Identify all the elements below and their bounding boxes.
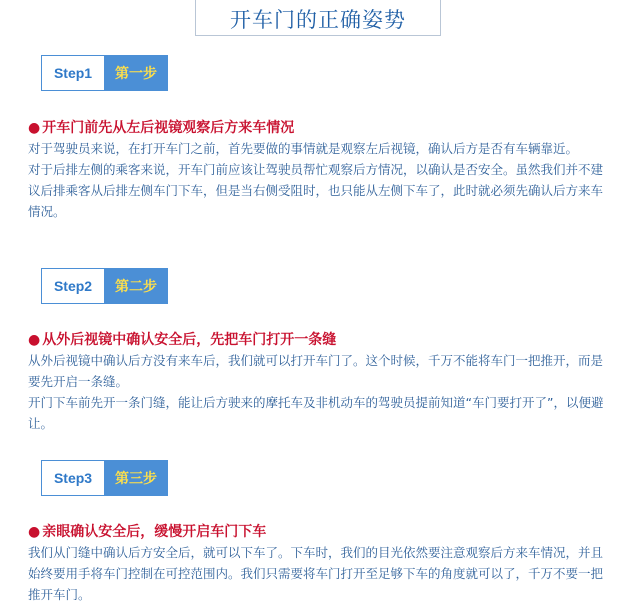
- step-1-heading: ● 开车门前先从左后视镜观察后方来车情况: [28, 120, 295, 136]
- bullet-dot-icon: ●: [28, 120, 41, 136]
- step-1-body: [28, 138, 608, 222]
- step-1-cn: 第一步: [104, 55, 168, 91]
- step-1-label: [41, 55, 168, 91]
- step-2-cn: 第二步: [104, 268, 168, 304]
- step-1-paragraph: 对于后排左侧的乘客来说，开车门前应该让驾驶员帮忙观察后方情况，以确认是否安全。虽然我们并不建议后排乘客从后排左侧车门下车，但是当右侧受阻时，也只能从左侧下车了，此时就必须先确认后方来车情况。: [28, 162, 604, 219]
- page-title: 开车门的正确姿势: [230, 8, 406, 32]
- step-2-body: [28, 350, 608, 434]
- step-3-paragraph: 我们从门缝中确认后方安全后，就可以下车了。下车时，我们的目光依然要注意观察后方来车情况，并且始终要用手将车门控制在可控范围内。我们只需要将车门打开至足够下车的角度就可以了，千万不要一把推开车门。: [28, 545, 604, 602]
- step-2-paragraph: 开门下车前先开一条门缝，能让后方驶来的摩托车及非机动车的驾驶员提前知道“车门要打开了”，以便避让。: [28, 395, 604, 431]
- step-1-en: Step1: [41, 55, 104, 91]
- step-2-paragraph: 从外后视镜中确认后方没有来车后，我们就可以打开车门了。这个时候，千万不能将车门一把推开，而是要先开启一条缝。: [28, 353, 604, 389]
- step-2-label: [41, 268, 168, 304]
- page-title-box: [195, 0, 441, 36]
- step-3-en: Step3: [41, 460, 104, 496]
- step-3-heading: ● 亲眼确认安全后，缓慢开启车门下车: [28, 524, 267, 540]
- step-3-body: [28, 542, 608, 605]
- step-2-en: Step2: [41, 268, 104, 304]
- step-3-cn: 第三步: [104, 460, 168, 496]
- step-2-heading: ● 从外后视镜中确认安全后，先把车门打开一条缝: [28, 332, 337, 348]
- bullet-dot-icon: ●: [28, 524, 41, 540]
- bullet-dot-icon: ●: [28, 332, 41, 348]
- step-1-paragraph: 对于驾驶员来说，在打开车门之前，首先要做的事情就是观察左后视镜，确认后方是否有车辆靠近。: [28, 141, 579, 156]
- step-3-label: [41, 460, 168, 496]
